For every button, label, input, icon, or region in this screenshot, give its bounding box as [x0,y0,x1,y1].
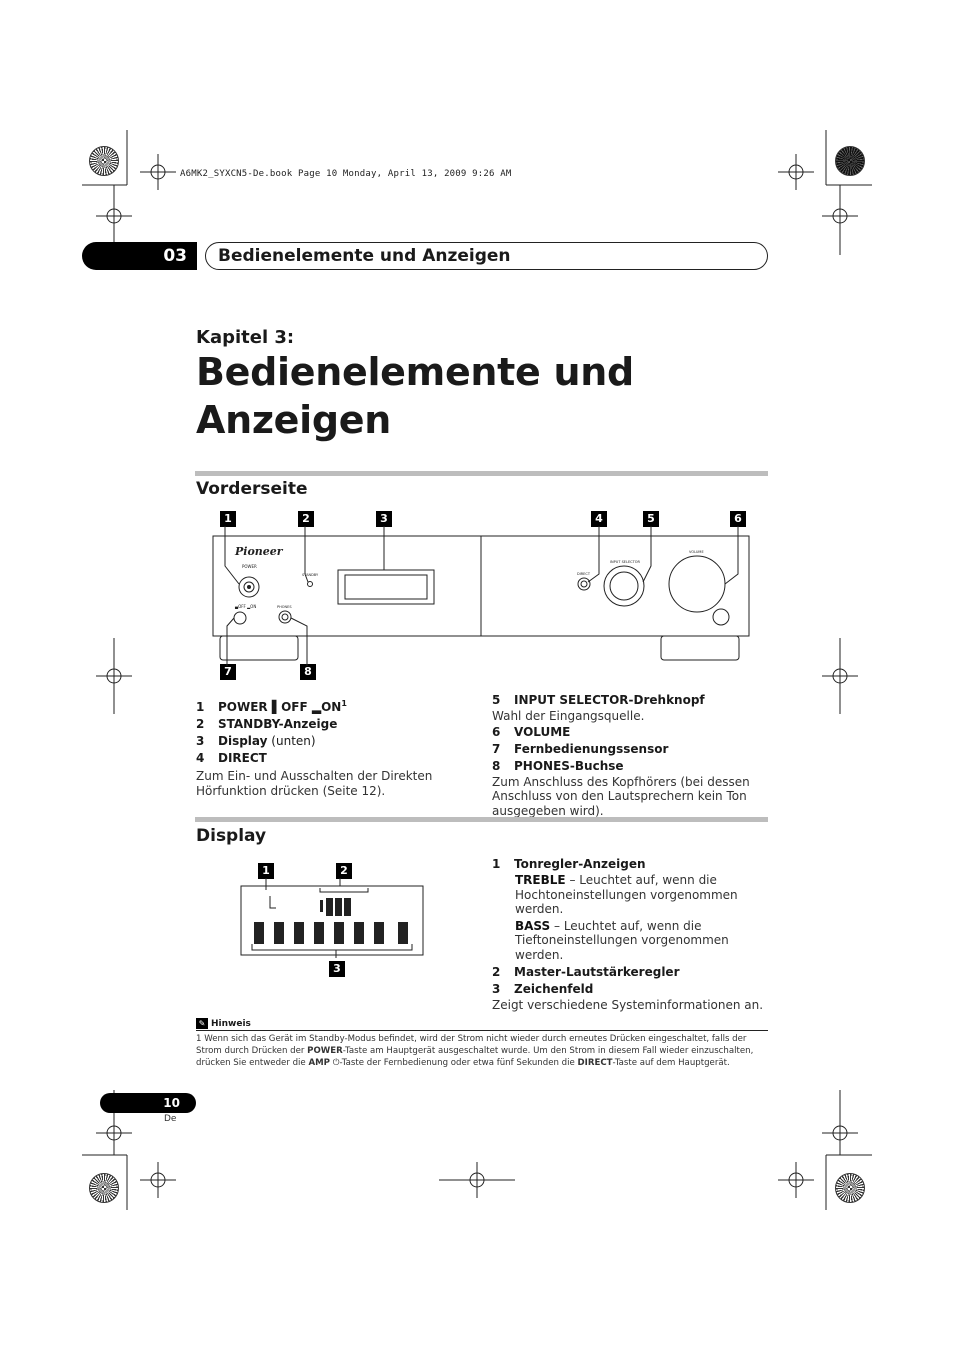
section-title-front: Vorderseite [196,479,308,499]
panel-standby-text: STANDBY [302,573,319,577]
panel-brand-text: Pioneer [235,545,283,558]
panel-off-on-text: ▄OFF ▂ON [235,604,257,609]
panel-volume-text: VOLUME [689,550,704,554]
chapter-label: Kapitel 3: [196,327,295,348]
display-drawing [240,878,430,958]
callout-1: 1 [220,511,236,527]
note-pencil-icon: ✎ [196,1018,208,1029]
page-language: De [164,1114,177,1124]
callout-8: 8 [300,664,316,680]
display-callout-2: 2 [336,863,352,879]
callout-2: 2 [298,511,314,527]
chapter-header: Bedienelemente und Anzeigen [205,242,768,270]
front-item-5: 5 INPUT SELECTOR-Drehknopf [492,693,705,707]
front-item-6: 6 VOLUME [492,724,571,739]
display-item-3-desc: Zeigt verschiedene Systeminformationen an. [492,998,764,1012]
panel-phones-text: PHONES [277,605,292,609]
front-item-2: 2 STANDBY-Anzeige [196,717,338,731]
front-item-5-desc: Wahl der Eingangsquelle. [492,709,645,723]
panel-input-selector-text: INPUT SELECTOR [610,560,640,564]
section-rule-front [195,471,768,476]
front-item-8: 8 PHONES-Buchse [492,758,624,773]
display-items [492,856,767,1013]
callout-3: 3 [376,511,392,527]
panel-power-text: POWER [242,564,257,569]
front-item-1: 1 POWER ▌OFF $▂ON^1$ [196,699,347,714]
note-rule [196,1030,768,1031]
chapter-number-badge: 03 [82,242,197,270]
callout-5: 5 [643,511,659,527]
front-item-7: 7 Fernbedienungssensor [492,741,669,756]
callout-6: 6 [730,511,746,527]
display-callout-3: 3 [329,961,345,977]
display-item-1: 1 Tonregler-Anzeigen [492,857,646,871]
front-items-right [492,692,767,818]
front-items-left [196,695,486,798]
front-item-4: 4 DIRECT [196,751,267,765]
display-bass-desc: BASS – Leuchtet auf, wenn die Tieftoneinstellungen vorgenommen werden. [515,918,729,962]
page-title: Bedienelemente und Anzeigen [196,350,634,442]
section-rule-display [195,817,768,822]
page-number: 10 [100,1093,196,1113]
panel-direct-text: DIRECT [577,572,590,576]
note-heading: ✎ Hinweis [196,1018,251,1029]
display-item-2: 2 Master-Lautstärkeregler [492,965,680,979]
display-callout-1: 1 [258,863,274,879]
callout-4: 4 [591,511,607,527]
section-title-display: Display [196,826,267,846]
front-item-3: 3 Display (unten) [196,734,316,748]
front-item-4-desc: Zum Ein- und Ausschalten der Direkten Hörfunktion drücken (Seite 12). [196,769,433,798]
front-panel-drawing [205,526,765,666]
note-text: 1 Wenn sich das Gerät im Standby-Modus befindet, wird der Strom nicht wieder durch erneutes Drücken eingeschaltet, falls der Strom durch Drücken der POWER-Taste am Hauptgerät ausgeschaltet wurde. Um den Strom in diesem Fall wieder einzuschalten, drücken Sie entweder die AMP ⏻-Taste der Fernbedienung oder etwa fünf Sekunden die DIRECT-Taste auf dem Hauptgerät. [196,1034,754,1068]
callout-7: 7 [220,664,236,680]
display-treble-desc: TREBLE – Leuchtet auf, wenn die Hochtoneinstellungen vorgenommen werden. [515,873,738,916]
book-file-line: A6MK2_SYXCN5-De.book Page 10 Monday, April 13, 2009 9:26 AM [180,169,512,179]
front-item-8-desc: Zum Anschluss des Kopfhörers (bei dessen Anschluss von den Lautsprechern kein Ton ausgegeben wird). [492,774,750,818]
display-item-3: 3 Zeichenfeld [492,982,594,996]
